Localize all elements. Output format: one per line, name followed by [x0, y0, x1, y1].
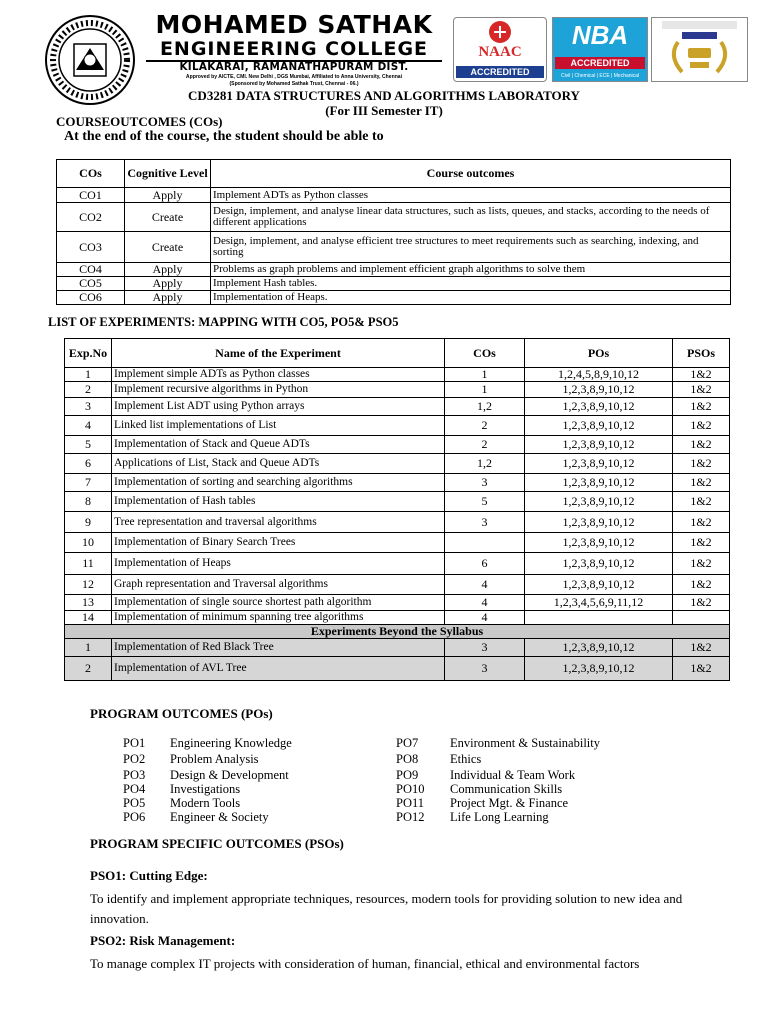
sponsor-line: (Sponsored by Mohamed Sathak Trust, Chennai - 06.) — [229, 81, 359, 87]
po-code: PO12 — [396, 810, 425, 824]
exp-pos: 1,2,3,8,9,10,12 — [525, 575, 673, 595]
table-row — [57, 188, 731, 203]
exp-number: 13 — [65, 595, 112, 611]
po-name: Engineer & Society — [170, 810, 269, 824]
co-code: CO5 — [57, 277, 125, 291]
table-row — [57, 203, 731, 232]
table-row — [65, 436, 730, 454]
exp-pos: 1,2,3,8,9,10,12 — [525, 657, 673, 681]
table-row — [65, 553, 730, 575]
pso-heading: PROGRAM SPECIFIC OUTCOMES (PSOs) — [90, 836, 344, 851]
exp-cos: 2 — [445, 416, 525, 436]
exp-name: Implementation of minimum spanning tree algorithms — [112, 611, 445, 625]
col-header-experiment-name: Name of the Experiment — [112, 339, 445, 368]
po-name: Life Long Learning — [450, 810, 549, 824]
po-name: Investigations — [170, 782, 241, 796]
exp-pos: 1,2,3,8,9,10,12 — [525, 492, 673, 512]
table-row — [65, 595, 730, 611]
table-row — [65, 533, 730, 553]
exp-psos: 1&2 — [673, 533, 730, 553]
beyond-syllabus-label: Experiments Beyond the Syllabus — [65, 625, 730, 639]
po-name: Individual & Team Work — [450, 768, 576, 782]
course-outcomes-table — [56, 159, 731, 305]
exp-cos: 6 — [445, 553, 525, 575]
co-level: Create — [125, 232, 211, 263]
exp-name: Implementation of Hash tables — [112, 492, 445, 512]
po-code: PO6 — [123, 810, 146, 824]
po-code: PO8 — [396, 752, 419, 766]
exp-name: Linked list implementations of List — [112, 416, 445, 436]
exp-psos: 1&2 — [673, 416, 730, 436]
table-row — [65, 512, 730, 533]
exp-name: Implement simple ADTs as Python classes — [112, 368, 445, 382]
po-code: PO10 — [396, 782, 425, 796]
college-address: KILAKARAI, RAMANATHAPURAM DIST. — [179, 61, 409, 73]
exp-number: 2 — [65, 382, 112, 398]
col-header-exp-no: Exp.No — [65, 339, 112, 368]
exp-cos: 1 — [445, 368, 525, 382]
document-subtitle: (For III Semester IT) — [325, 103, 443, 118]
exp-number: 6 — [65, 454, 112, 474]
po-code: PO9 — [396, 768, 419, 782]
table-row — [65, 611, 730, 625]
exp-psos: 1&2 — [673, 436, 730, 454]
exp-cos: 3 — [445, 657, 525, 681]
table-row — [65, 492, 730, 512]
exp-name: Graph representation and Traversal algorithms — [112, 575, 445, 595]
po-name: Problem Analysis — [170, 752, 259, 766]
exp-cos: 3 — [445, 474, 525, 492]
po-code: PO3 — [123, 768, 146, 782]
table-row — [65, 657, 730, 681]
exp-cos: 3 — [445, 512, 525, 533]
col-header-cos: COs — [445, 339, 525, 368]
exp-psos: 1&2 — [673, 474, 730, 492]
nba-badge — [552, 17, 648, 82]
exp-psos: 1&2 — [673, 368, 730, 382]
co-code: CO2 — [57, 203, 125, 232]
exp-psos — [673, 611, 730, 625]
po-code: PO11 — [396, 796, 425, 810]
table-header-row — [65, 339, 730, 368]
table-row — [65, 368, 730, 382]
exp-number: 14 — [65, 611, 112, 625]
exp-psos: 1&2 — [673, 595, 730, 611]
table-row — [65, 416, 730, 436]
exp-name: Implementation of sorting and searching algorithms — [112, 474, 445, 492]
exp-pos: 1,2,3,8,9,10,12 — [525, 512, 673, 533]
col-header-cos: COs — [57, 160, 125, 188]
table-row — [65, 639, 730, 657]
naac-label: NAAC — [478, 44, 522, 60]
naac-badge — [453, 17, 547, 82]
po-code: PO4 — [123, 782, 146, 796]
exp-pos: 1,2,3,8,9,10,12 — [525, 553, 673, 575]
po-name: Ethics — [450, 752, 482, 766]
co-level: Apply — [125, 188, 211, 203]
exp-pos: 1,2,3,8,9,10,12 — [525, 436, 673, 454]
table-row — [65, 575, 730, 595]
table-header-row — [57, 160, 731, 188]
po-name: Project Mgt. & Finance — [450, 796, 569, 810]
exp-pos — [525, 611, 673, 625]
po-name: Environment & Sustainability — [450, 736, 600, 750]
laurel-trophy-icon — [652, 18, 747, 81]
table-row — [65, 454, 730, 474]
exp-cos: 1,2 — [445, 454, 525, 474]
exp-name: Implement List ADT using Python arrays — [112, 398, 445, 416]
co-level: Create — [125, 203, 211, 232]
exp-pos: 1,2,3,8,9,10,12 — [525, 533, 673, 553]
exp-cos: 4 — [445, 575, 525, 595]
po-name: Modern Tools — [170, 796, 241, 810]
exp-cos: 1,2 — [445, 398, 525, 416]
exp-psos: 1&2 — [673, 575, 730, 595]
col-header-psos: PSOs — [673, 339, 730, 368]
exp-number: 7 — [65, 474, 112, 492]
exp-number: 9 — [65, 512, 112, 533]
po-name: Communication Skills — [450, 782, 563, 796]
exp-name: Implementation of Binary Search Trees — [112, 533, 445, 553]
co-code: CO6 — [57, 291, 125, 305]
exp-name: Implementation of AVL Tree — [112, 657, 445, 681]
co-code: CO1 — [57, 188, 125, 203]
exp-name: Implementation of single source shortest path algorithm — [112, 595, 445, 611]
exp-cos: 2 — [445, 436, 525, 454]
co-description: Implement Hash tables. — [211, 277, 731, 291]
exp-number: 8 — [65, 492, 112, 512]
exp-pos: 1,2,3,8,9,10,12 — [525, 398, 673, 416]
exp-cos: 1 — [445, 382, 525, 398]
exp-pos: 1,2,4,5,8,9,10,12 — [525, 368, 673, 382]
exp-psos: 1&2 — [673, 553, 730, 575]
table-row — [57, 291, 731, 305]
pso1-text: To identify and implement appropriate techniques, resources, modern tools for providing solution to new idea and innovation. — [90, 891, 683, 926]
college-subtitle: ENGINEERING COLLEGE — [159, 38, 429, 60]
course-outcomes-intro: At the end of the course, the student should be able to — [64, 129, 384, 144]
exp-name: Applications of List, Stack and Queue ADTs — [112, 454, 445, 474]
co-description: Design, implement, and analyse efficient tree structures to meet requirements such as searching, indexing, and sorting — [211, 232, 731, 263]
exp-number: 1 — [65, 639, 112, 657]
co-code: CO3 — [57, 232, 125, 263]
co-description: Design, implement, and analyse linear data structures, such as lists, queues, and stacks, according to the needs of different applications — [211, 203, 731, 232]
naac-emblem-icon — [454, 18, 546, 46]
exp-number: 5 — [65, 436, 112, 454]
exp-cos: 3 — [445, 639, 525, 657]
exp-psos: 1&2 — [673, 492, 730, 512]
exp-psos: 1&2 — [673, 382, 730, 398]
co-description: Implement ADTs as Python classes — [211, 188, 731, 203]
po-code: PO1 — [123, 736, 146, 750]
table-row — [57, 232, 731, 263]
table-row — [65, 474, 730, 492]
co-description: Problems as graph problems and implement efficient graph algorithms to solve them — [211, 263, 731, 277]
exp-pos: 1,2,3,8,9,10,12 — [525, 416, 673, 436]
exp-name: Implementation of Heaps — [112, 553, 445, 575]
exp-pos: 1,2,3,8,9,10,12 — [525, 454, 673, 474]
exp-cos — [445, 533, 525, 553]
nba-detail: Civil | Chemical | ECE | Mechanical — [560, 73, 640, 79]
co-level: Apply — [125, 291, 211, 305]
experiments-body — [65, 368, 730, 681]
col-header-course-outcomes: Course outcomes — [211, 160, 731, 188]
exp-psos: 1&2 — [673, 657, 730, 681]
table-row — [57, 263, 731, 277]
table-row — [57, 277, 731, 291]
nba-label: NBA — [571, 20, 629, 50]
college-name: MOHAMED SATHAK — [155, 10, 433, 39]
exp-psos: 1&2 — [673, 454, 730, 474]
beyond-syllabus-row — [65, 625, 730, 639]
experiments-heading: LIST OF EXPERIMENTS: MAPPING WITH CO5, PO5& PSO5 — [48, 315, 399, 329]
exp-pos: 1,2,3,8,9,10,12 — [525, 639, 673, 657]
exp-pos: 1,2,3,4,5,6,9,11,12 — [525, 595, 673, 611]
exp-pos: 1,2,3,8,9,10,12 — [525, 382, 673, 398]
exp-name: Implement recursive algorithms in Python — [112, 382, 445, 398]
exp-pos: 1,2,3,8,9,10,12 — [525, 474, 673, 492]
table-row — [65, 382, 730, 398]
table-row — [65, 398, 730, 416]
course-outcomes-heading: COURSEOUTCOMES (COs) — [56, 114, 223, 129]
exp-number: 4 — [65, 416, 112, 436]
approval-line: Approved by AICTE, CMI. New Delhi , DGS Mumbai, Affiliated to Anna University, Chennai — [185, 74, 403, 80]
exp-number: 12 — [65, 575, 112, 595]
co-code: CO4 — [57, 263, 125, 277]
experiments-table — [64, 338, 730, 681]
po-code: PO5 — [123, 796, 146, 810]
po-code: PO2 — [123, 752, 146, 766]
nba-ribbon: ACCREDITED — [555, 57, 645, 69]
col-header-pos: POs — [525, 339, 673, 368]
ranking-badge — [651, 17, 748, 82]
exp-number: 10 — [65, 533, 112, 553]
col-header-cognitive-level: Cognitive Level — [125, 160, 211, 188]
pso2-title: PSO2: Risk Management: — [90, 933, 236, 948]
exp-number: 2 — [65, 657, 112, 681]
po-name: Design & Development — [170, 768, 289, 782]
exp-psos: 1&2 — [673, 398, 730, 416]
pso2-text: To manage complex IT projects with consideration of human, financial, ethical and environmental factors — [90, 956, 640, 971]
exp-psos: 1&2 — [673, 639, 730, 657]
document-title: CD3281 DATA STRUCTURES AND ALGORITHMS LABORATORY — [188, 88, 580, 103]
exp-name: Implementation of Red Black Tree — [112, 639, 445, 657]
po-name: Engineering Knowledge — [170, 736, 292, 750]
exp-number: 11 — [65, 553, 112, 575]
co-level: Apply — [125, 263, 211, 277]
exp-name: Tree representation and traversal algorithms — [112, 512, 445, 533]
exp-cos: 5 — [445, 492, 525, 512]
po-code: PO7 — [396, 736, 419, 750]
naac-ribbon: ACCREDITED — [456, 66, 544, 78]
pso1-title: PSO1: Cutting Edge: — [90, 868, 208, 883]
exp-psos: 1&2 — [673, 512, 730, 533]
co-level: Apply — [125, 277, 211, 291]
exp-number: 1 — [65, 368, 112, 382]
co-description: Implementation of Heaps. — [211, 291, 731, 305]
exp-cos: 4 — [445, 611, 525, 625]
exp-number: 3 — [65, 398, 112, 416]
exp-name: Implementation of Stack and Queue ADTs — [112, 436, 445, 454]
exp-cos: 4 — [445, 595, 525, 611]
program-outcomes-heading: PROGRAM OUTCOMES (POs) — [90, 706, 273, 721]
